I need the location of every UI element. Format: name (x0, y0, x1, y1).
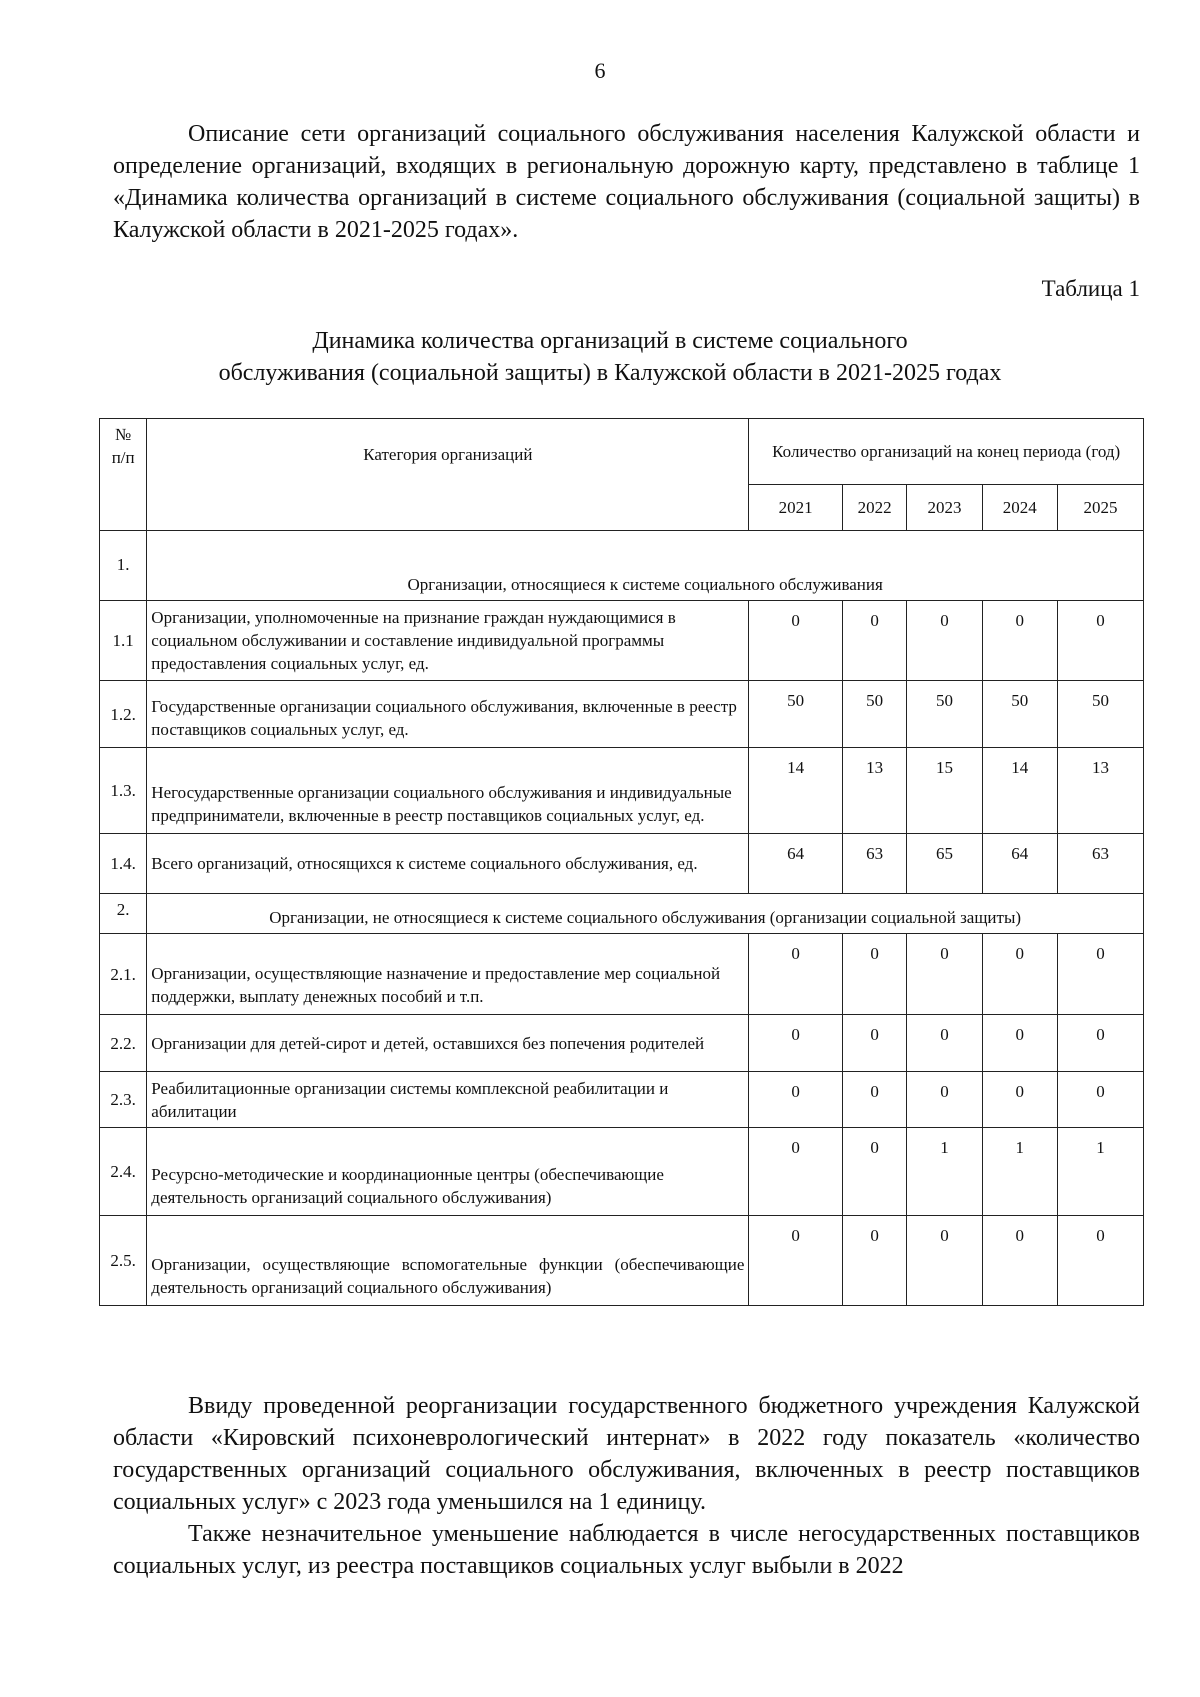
organizations-table (99, 418, 1144, 1306)
table-row (100, 1216, 1144, 1306)
row-value: 64 (982, 834, 1057, 894)
header-year: 2022 (842, 485, 907, 531)
row-category: Ресурсно-методические и координационные центры (обеспечивающие деятельность организаций социального обслуживания) (147, 1128, 749, 1216)
row-value: 63 (842, 834, 907, 894)
row-value: 50 (1057, 681, 1143, 748)
section-number: 1. (100, 531, 147, 601)
table-row (100, 601, 1144, 681)
row-value: 50 (749, 681, 843, 748)
row-number: 2.2. (100, 1015, 147, 1072)
table-row (100, 1128, 1144, 1216)
row-value: 14 (982, 748, 1057, 834)
section-title: Организации, не относящиеся к системе социального обслуживания (организации социальной защиты) (147, 894, 1144, 934)
row-category: Всего организаций, относящихся к системе социального обслуживания, ед. (147, 834, 749, 894)
row-value: 64 (749, 834, 843, 894)
row-value: 0 (842, 1216, 907, 1306)
section-row (100, 531, 1144, 601)
header-number: № п/п (100, 419, 147, 531)
row-value: 0 (1057, 601, 1143, 681)
row-value: 0 (982, 934, 1057, 1015)
table-title-line-1: Динамика количества организаций в системе социального (312, 328, 908, 354)
row-value: 1 (1057, 1128, 1143, 1216)
row-value: 15 (907, 748, 982, 834)
row-number: 2.5. (100, 1216, 147, 1306)
row-value: 0 (842, 1072, 907, 1128)
row-value: 0 (982, 1072, 1057, 1128)
row-category: Государственные организации социального обслуживания, включенные в реестр поставщиков социальных услуг, ед. (147, 681, 749, 748)
row-value: 0 (907, 1216, 982, 1306)
row-value: 50 (907, 681, 982, 748)
table-row (100, 834, 1144, 894)
header-year: 2024 (982, 485, 1057, 531)
row-value: 14 (749, 748, 843, 834)
header-year: 2021 (749, 485, 843, 531)
row-value: 0 (749, 934, 843, 1015)
row-value: 0 (749, 1128, 843, 1216)
row-category: Реабилитационные организации системы комплексной реабилитации и абилитации (147, 1072, 749, 1128)
row-value: 13 (842, 748, 907, 834)
header-count: Количество организаций на конец периода (год) (749, 419, 1144, 485)
row-value: 0 (749, 1015, 843, 1072)
row-value: 0 (749, 1072, 843, 1128)
row-category: Организации для детей-сирот и детей, оставшихся без попечения родителей (147, 1015, 749, 1072)
row-value: 0 (907, 601, 982, 681)
header-year: 2023 (907, 485, 982, 531)
row-value: 0 (907, 934, 982, 1015)
section-title: Организации, относящиеся к системе социального обслуживания (147, 531, 1144, 601)
row-value: 0 (1057, 1216, 1143, 1306)
row-value: 0 (749, 601, 843, 681)
row-value: 0 (982, 1216, 1057, 1306)
row-value: 0 (982, 1015, 1057, 1072)
section-row (100, 894, 1144, 934)
row-number: 1.4. (100, 834, 147, 894)
table-title (150, 325, 1070, 389)
row-value: 1 (982, 1128, 1057, 1216)
intro-paragraph: Описание сети организаций социального обслуживания населения Калужской области и определение организаций, входящих в региональную дорожную карту, представлено в таблице 1 «Динамика количества организаций в системе социального обслуживания (социальной защиты) в Калужской области в 2021-2025 годах». (113, 121, 1140, 243)
header-category: Категория организаций (147, 419, 749, 531)
row-value: 0 (749, 1216, 843, 1306)
table-caption: Таблица 1 (1041, 276, 1140, 301)
row-value: 0 (1057, 934, 1143, 1015)
row-value: 0 (842, 934, 907, 1015)
row-number: 2.4. (100, 1128, 147, 1216)
row-value: 50 (982, 681, 1057, 748)
row-category: Негосударственные организации социального обслуживания и индивидуальные предприниматели, включенные в реестр поставщиков социальных услуг, ед. (147, 748, 749, 834)
row-category: Организации, уполномоченные на признание граждан нуждающимися в социальном обслуживании и составление индивидуальной программы предоставления социальных услуг, ед. (147, 601, 749, 681)
row-number: 1.1 (100, 601, 147, 681)
row-number: 1.3. (100, 748, 147, 834)
row-value: 65 (907, 834, 982, 894)
row-category: Организации, осуществляющие вспомогательные функции (обеспечивающие деятельность организаций социального обслуживания) (147, 1216, 749, 1306)
row-value: 13 (1057, 748, 1143, 834)
section-number: 2. (100, 894, 147, 934)
row-value: 63 (1057, 834, 1143, 894)
row-value: 0 (1057, 1072, 1143, 1128)
row-value: 0 (982, 601, 1057, 681)
row-value: 0 (842, 1015, 907, 1072)
row-value: 50 (842, 681, 907, 748)
outro-text (113, 1390, 1140, 1582)
row-number: 2.1. (100, 934, 147, 1015)
table-row (100, 934, 1144, 1015)
table-row (100, 1072, 1144, 1128)
row-value: 0 (907, 1015, 982, 1072)
row-number: 2.3. (100, 1072, 147, 1128)
row-value: 0 (842, 1128, 907, 1216)
page-number: 6 (594, 58, 606, 83)
row-value: 0 (907, 1072, 982, 1128)
header-year: 2025 (1057, 485, 1143, 531)
row-number: 1.2. (100, 681, 147, 748)
row-value: 0 (842, 601, 907, 681)
row-value: 0 (1057, 1015, 1143, 1072)
row-value: 1 (907, 1128, 982, 1216)
table-title-line-2: обслуживания (социальной защиты) в Калужской области в 2021-2025 годах (218, 360, 1002, 386)
table-row (100, 748, 1144, 834)
outro-paragraph-1: Ввиду проведенной реорганизации государственного бюджетного учреждения Калужской области «Кировский психоневрологический интернат» в 2022 году показатель «количество государственных организаций социального обслуживания, включенных в реестр поставщиков социальных услуг» с 2023 года уменьшился на 1 единицу. (113, 1393, 1140, 1515)
table-row (100, 1015, 1144, 1072)
row-category: Организации, осуществляющие назначение и предоставление мер социальной поддержки, выплату денежных пособий и т.п. (147, 934, 749, 1015)
table-row (100, 681, 1144, 748)
outro-paragraph-2: Также незначительное уменьшение наблюдается в числе негосударственных поставщиков социальных услуг, из реестра поставщиков социальных услуг выбыли в 2022 (113, 1521, 1140, 1579)
